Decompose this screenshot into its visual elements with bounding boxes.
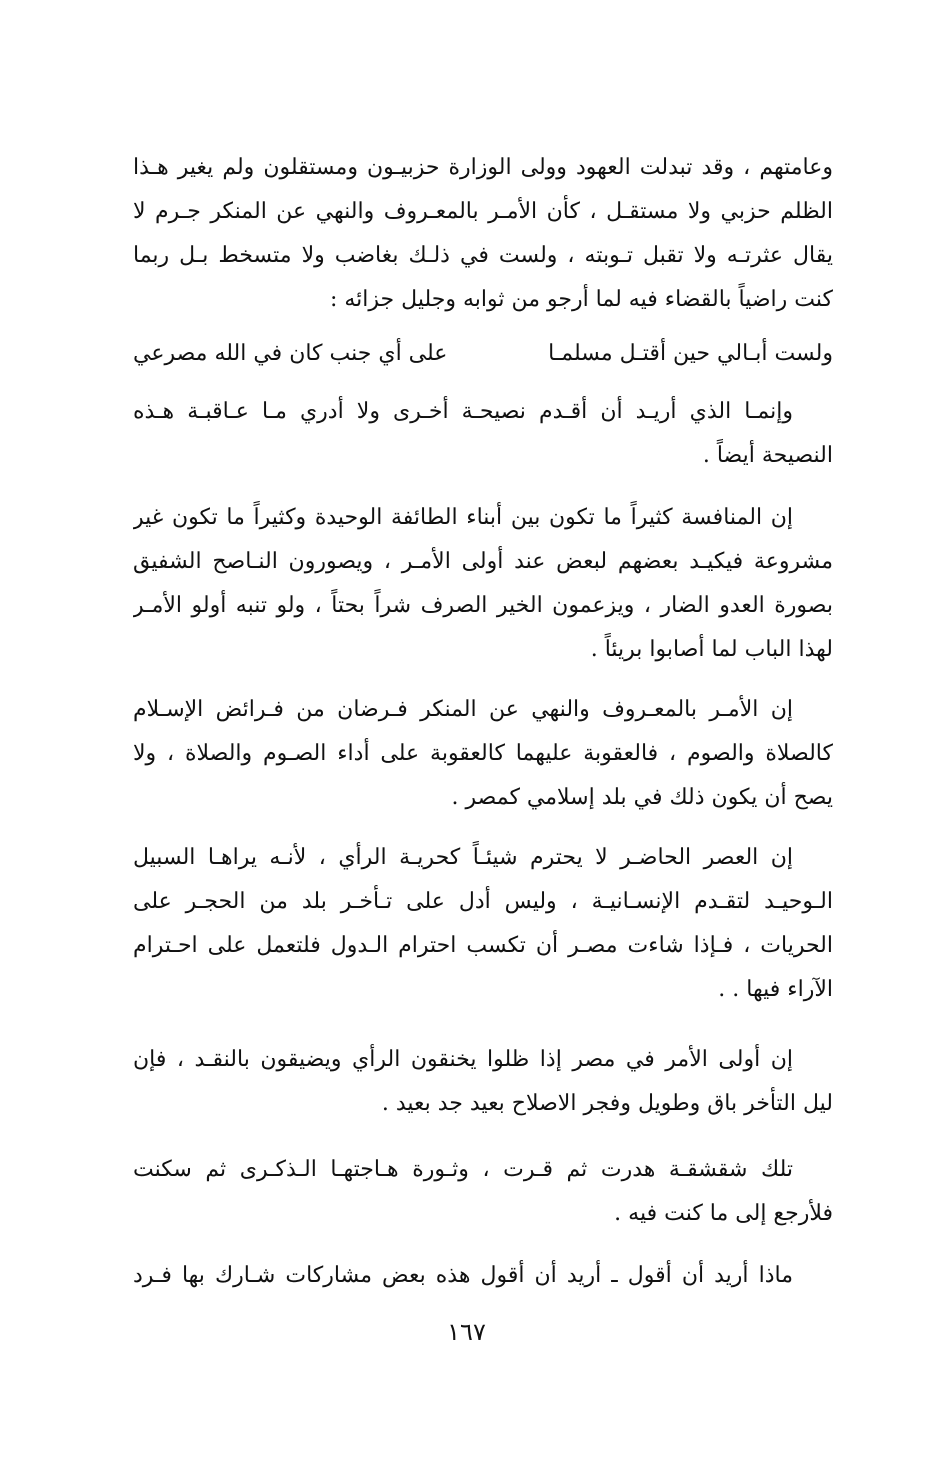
text-line: ليل التأخر باق وطويل وفجر الاصلاح بعيد جد بعيد . bbox=[381, 1091, 833, 1116]
text-line: وعامتهم ، وقد تبدلت العهود وولى الوزارة حزبيـون ومستقلون ولم يغير هـذا bbox=[133, 155, 833, 180]
text-line: مشروعة فيكيـد بعضهم لبعض عند أولى الأمـر ، ويصورون النـاصح الشفيق bbox=[133, 549, 833, 574]
text-line: يصح أن يكون ذلك في بلد إسلامي كمصر . bbox=[451, 785, 833, 810]
text-line: إن الأمـر بالمعـروف والنهي عن المنكر فـرضان من فـرائض الإسـلام bbox=[133, 697, 793, 722]
text-line: لهذا الباب لما أصابوا بريئاً . bbox=[590, 637, 833, 662]
text-line: الـوحيـد لتقـدم الإنسـانيـة ، وليس أدل على تـأخـر بلد من الحجـر على bbox=[133, 889, 833, 914]
paragraph bbox=[133, 1254, 833, 1298]
text-line: وإنمـا الذي أريـد أن أقـدم نصيحـة أخـرى ولا أدري مـا عـاقبـة هـذه bbox=[133, 399, 793, 424]
paragraph bbox=[133, 146, 833, 322]
text-line: الآراء فيها . . bbox=[718, 977, 833, 1002]
text-line: الحريات ، فـإذا شاءت مصـر أن تكسب احترام الـدول فلتعمل على احـترام bbox=[133, 933, 833, 958]
poetry-verse bbox=[133, 332, 833, 376]
text-line: يقال عثرتـه ولا تقبل تـوبته ، ولست في ذلـك بغاضب ولا متسخط بـل ربما bbox=[133, 243, 833, 268]
text-line: النصيحة أيضاً . bbox=[702, 443, 833, 468]
text-line: ماذا أريد أن أقول ـ أريد أن أقول هذه بعض مشاركات شـارك بها فـرد bbox=[133, 1263, 793, 1288]
text-line: إن المنافسة كثيراً ما تكون بين أبناء الطائفة الوحيدة وكثيراً ما تكون غير bbox=[133, 505, 793, 530]
verse-first-hemistich: ولست أبـالي حين أقتـل مسلمـا bbox=[548, 341, 833, 366]
text-line: بصورة العدو الضار ، ويزعمون الخير الصرف شراً بحتاً ، ولو تنبه أولو الأمـر bbox=[133, 593, 833, 618]
paragraph bbox=[133, 1148, 833, 1236]
verse-second-hemistich: على أي جنب كان في الله مصرعي bbox=[133, 341, 448, 366]
text-line: فلأرجع إلى ما كنت فيه . bbox=[614, 1201, 833, 1226]
text-line: إن العصر الحاضـر لا يحترم شيئـاً كحريـة الرأي ، لأنـه يراهـا السبيل bbox=[133, 845, 793, 870]
page-number: ١٦٧ bbox=[447, 1318, 486, 1346]
paragraph bbox=[133, 390, 833, 478]
text-line: إن أولى الأمر في مصر إذا ظلوا يخنقون الرأي ويضيقون بالنقـد ، فإن bbox=[133, 1047, 793, 1072]
paragraph bbox=[133, 688, 833, 820]
text-line: كالصلاة والصوم ، فالعقوبة عليهما كالعقوبة على أداء الصـوم والصلاة ، ولا bbox=[133, 741, 833, 766]
paragraph bbox=[133, 836, 833, 1012]
paragraph bbox=[133, 1038, 833, 1126]
text-line: تلك شقشقـة هدرت ثم قـرت ، وثـورة هـاجتهـا الـذكـرى ثم سكنت bbox=[133, 1157, 793, 1182]
text-line: الظلم حزبي ولا مستقـل ، كأن الأمـر بالمعـروف والنهي عن المنكر جـرم لا bbox=[133, 199, 833, 224]
paragraph bbox=[133, 496, 833, 672]
text-line: كنت راضياً بالقضاء فيه لما أرجو من ثوابه وجليل جزائه : bbox=[329, 287, 833, 312]
